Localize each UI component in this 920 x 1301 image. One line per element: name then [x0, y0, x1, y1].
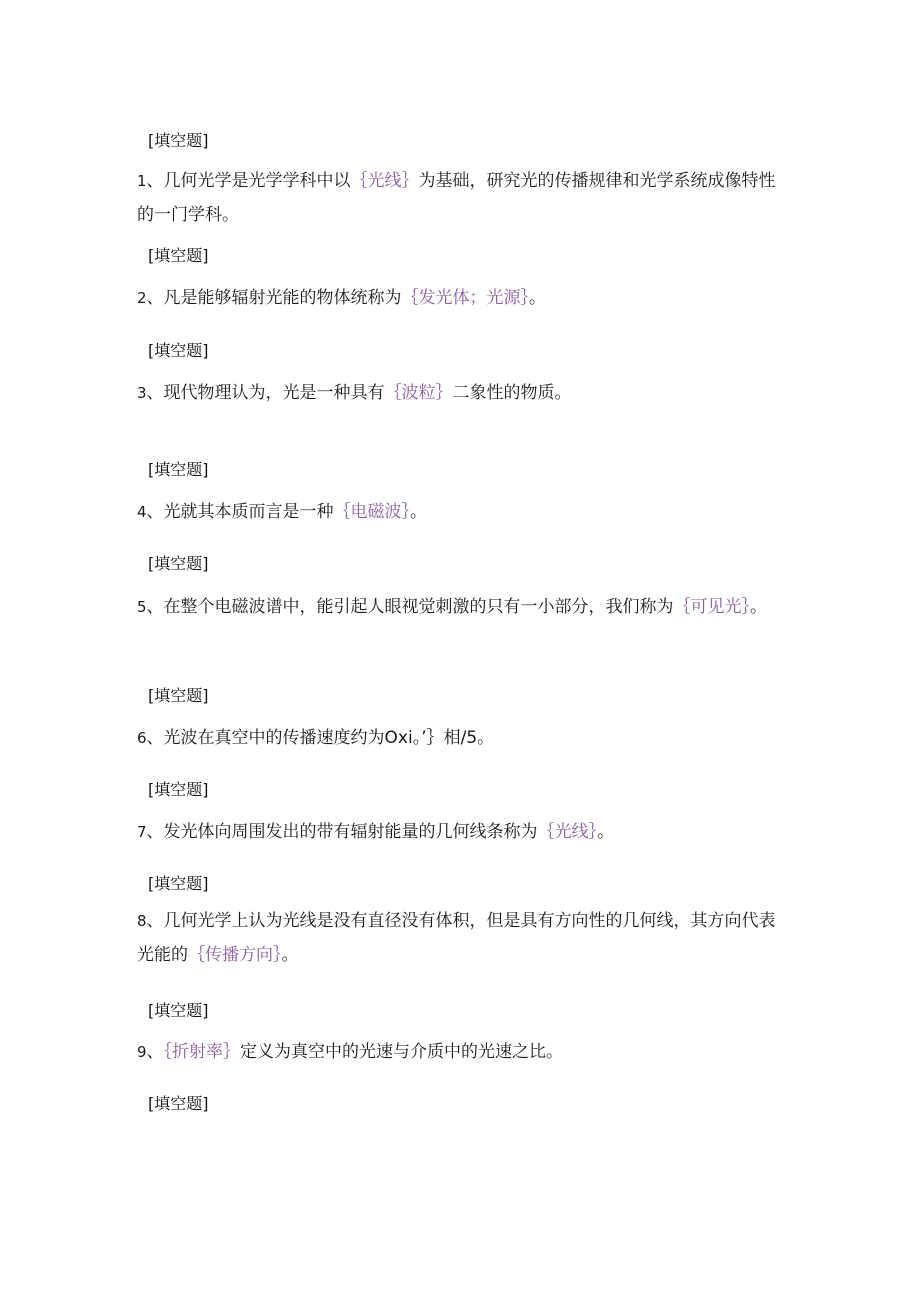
- answer-text: ｛光线｝: [537, 822, 598, 842]
- question-7: [137, 815, 787, 849]
- question-1: [137, 164, 787, 232]
- question-text-tail: 。: [750, 597, 768, 617]
- answer-text: ｛波粒｝: [384, 383, 453, 403]
- question-2: [137, 281, 787, 315]
- question-type-label: [填空题]: [148, 780, 209, 799]
- question-9: [137, 1035, 787, 1069]
- question-type-label: [填空题]: [148, 246, 209, 265]
- question-6: [137, 721, 787, 755]
- answer-text: ｛可见光｝: [673, 597, 751, 617]
- question-number: 9: [137, 1043, 147, 1061]
- question-type-label: [填空题]: [148, 131, 209, 150]
- answer-text: ｛传播方向｝: [188, 945, 282, 965]
- answer-text: ｛折射率｝: [163, 1042, 241, 1062]
- question-type-label: [填空题]: [148, 460, 209, 479]
- question-text-tail: 。: [529, 288, 547, 308]
- question-number: 4: [137, 503, 147, 521]
- question-text-tail: 为基础，研究光的传播规律和光学系统成像特性的一门学科。: [137, 171, 776, 225]
- question-text-tail: 二象性的物质。: [452, 383, 572, 403]
- question-type-label: [填空题]: [148, 1094, 209, 1113]
- question-4: [137, 495, 787, 529]
- question-text: 、现代物理认为，光是一种具有: [146, 383, 385, 403]
- question-number: 2: [137, 289, 147, 307]
- question-text-tail: 定义为真空中的光速与介质中的光速之比。: [240, 1042, 564, 1062]
- question-type-label: [填空题]: [148, 686, 209, 705]
- question-type-label: [填空题]: [148, 1001, 209, 1020]
- question-text-tail: 。: [597, 822, 615, 842]
- question-number: 7: [137, 823, 147, 841]
- question-number: 3: [137, 384, 147, 402]
- question-3: [137, 376, 787, 410]
- question-text: 、几何光学上认为光线是没有直径没有体积，但是具有方向性的几何线，其方向代表光能的: [137, 911, 776, 965]
- question-5: [137, 590, 787, 624]
- question-text-tail: 。: [410, 502, 428, 522]
- question-type-label: [填空题]: [148, 874, 209, 893]
- question-number: 1: [137, 172, 147, 190]
- question-text: 、光波在真空中的传播速度约为Oxi。’｝相/5。: [146, 728, 495, 748]
- answer-text: ｛发光体；光源｝: [401, 288, 530, 308]
- answer-text: ｛光线｝: [350, 171, 419, 191]
- question-8: [137, 904, 787, 972]
- question-text: 、凡是能够辐射光能的物体统称为: [146, 288, 402, 308]
- question-text: 、发光体向周围发出的带有辐射能量的几何线条称为: [146, 822, 538, 842]
- answer-text: ｛电磁波｝: [333, 502, 411, 522]
- question-text: 、光就其本质而言是一种: [146, 502, 334, 522]
- question-number: 5: [137, 598, 147, 616]
- question-text: 、在整个电磁波谱中，能引起人眼视觉刺激的只有一小部分，我们称为: [146, 597, 674, 617]
- question-type-label: [填空题]: [148, 554, 209, 573]
- question-type-label: [填空题]: [148, 341, 209, 360]
- question-text-tail: 。: [281, 945, 299, 965]
- question-number: 6: [137, 729, 147, 747]
- question-text: 、: [146, 1042, 164, 1062]
- question-text: 、几何光学是光学学科中以: [146, 171, 351, 191]
- question-number: 8: [137, 912, 147, 930]
